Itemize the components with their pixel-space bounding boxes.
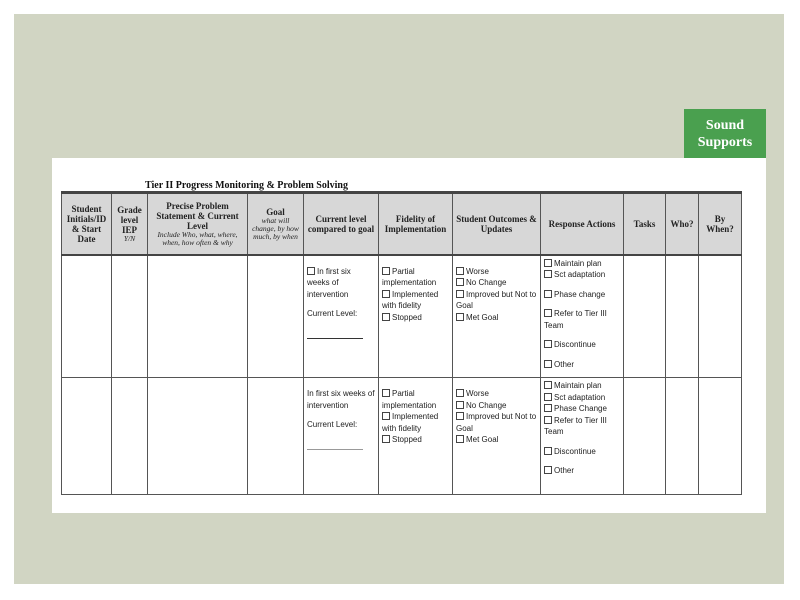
checkbox-icon[interactable] <box>456 412 464 420</box>
checkbox-icon[interactable] <box>382 412 390 420</box>
checkbox-icon[interactable] <box>544 290 552 298</box>
by-when-cell[interactable] <box>699 255 742 378</box>
student-outcomes-cell <box>453 378 541 495</box>
header-problem-statement: Precise Problem Statement & Current Level Include Who, what, where, when, how often & why <box>148 193 248 255</box>
header-current-level: Current level compared to goal <box>304 193 379 255</box>
checkbox-icon[interactable] <box>307 267 315 275</box>
header-grade-level: Grade level IEP Y/N <box>112 193 148 255</box>
first-six-weeks-option[interactable]: In first six weeks of intervention <box>307 266 351 299</box>
checkbox-icon[interactable] <box>544 393 552 401</box>
fidelity-option-partial[interactable]: Partial implementation <box>382 389 437 410</box>
action-option-adaptation[interactable]: Sct adaptation <box>544 392 620 404</box>
checkbox-icon[interactable] <box>544 259 552 267</box>
outcome-option-no-change[interactable]: No Change <box>456 401 506 410</box>
current-level-input[interactable] <box>307 441 363 450</box>
table-row <box>62 378 742 495</box>
checkbox-icon[interactable] <box>382 435 390 443</box>
checkbox-icon[interactable] <box>456 267 464 275</box>
fidelity-option-stopped[interactable]: Stopped <box>382 435 422 444</box>
first-six-weeks-option[interactable]: In first six weeks of intervention <box>307 389 375 410</box>
fidelity-option-implemented[interactable]: Implemented with fidelity <box>382 412 439 433</box>
goal-cell[interactable] <box>248 255 304 378</box>
current-level-cell <box>304 378 379 495</box>
current-level-label: Current Level: <box>307 420 358 429</box>
outcome-option-met-goal[interactable]: Met Goal <box>456 313 498 322</box>
checkbox-icon[interactable] <box>382 389 390 397</box>
header-response-actions: Response Actions <box>541 193 624 255</box>
checkbox-icon[interactable] <box>544 416 552 424</box>
problem-statement-cell[interactable] <box>148 378 248 495</box>
checkbox-icon[interactable] <box>544 381 552 389</box>
action-option-adaptation[interactable]: Sct adaptation <box>544 269 620 281</box>
current-level-cell <box>304 255 379 378</box>
logo-line-1: Sound <box>705 118 745 133</box>
header-tasks: Tasks <box>624 193 666 255</box>
outcome-option-worse[interactable]: Worse <box>456 389 489 398</box>
checkbox-icon[interactable] <box>456 313 464 321</box>
checkbox-icon[interactable] <box>382 267 390 275</box>
action-option-maintain[interactable]: Maintain plan <box>544 258 620 270</box>
outcome-option-improved[interactable]: Improved but Not to Goal <box>456 412 537 433</box>
grade-level-cell[interactable] <box>112 378 148 495</box>
header-student-outcomes: Student Outcomes & Updates <box>453 193 541 255</box>
action-option-discontinue[interactable]: Discontinue <box>544 339 620 351</box>
checkbox-icon[interactable] <box>456 401 464 409</box>
goal-cell[interactable] <box>248 378 304 495</box>
checkbox-icon[interactable] <box>544 360 552 368</box>
who-cell[interactable] <box>666 255 699 378</box>
tasks-cell[interactable] <box>624 378 666 495</box>
checkbox-icon[interactable] <box>544 404 552 412</box>
action-option-discontinue[interactable]: Discontinue <box>544 446 620 458</box>
outcome-option-met-goal[interactable]: Met Goal <box>456 435 498 444</box>
outcome-option-worse[interactable]: Worse <box>456 267 489 276</box>
checkbox-icon[interactable] <box>544 447 552 455</box>
checkbox-icon[interactable] <box>456 278 464 286</box>
fidelity-option-implemented[interactable]: Implemented with fidelity <box>382 289 439 310</box>
table-row <box>62 255 742 378</box>
header-by-when: By When? <box>699 193 742 255</box>
form-title: Tier II Progress Monitoring & Problem Solving <box>145 180 348 191</box>
who-cell[interactable] <box>666 378 699 495</box>
student-initials-cell[interactable] <box>62 378 112 495</box>
grade-level-cell[interactable] <box>112 255 148 378</box>
student-initials-cell[interactable] <box>62 255 112 378</box>
action-option-refer[interactable]: Refer to Tier III Team <box>544 415 607 436</box>
logo-line-2: Supports <box>697 135 753 150</box>
header-fidelity: Fidelity of Implementation <box>379 193 453 255</box>
action-option-phase-change[interactable]: Phase Change <box>544 403 620 415</box>
response-actions-cell <box>541 378 624 495</box>
header-goal: Goal what will change, by how much, by when <box>248 193 304 255</box>
problem-statement-cell[interactable] <box>148 255 248 378</box>
fidelity-option-stopped[interactable]: Stopped <box>382 313 422 322</box>
outcome-option-improved[interactable]: Improved but Not to Goal <box>456 289 537 310</box>
current-level-input[interactable] <box>307 330 363 339</box>
header-row <box>62 193 742 255</box>
by-when-cell[interactable] <box>699 378 742 495</box>
action-option-maintain[interactable]: Maintain plan <box>544 380 620 392</box>
response-actions-cell <box>541 255 624 378</box>
student-outcomes-cell <box>453 255 541 378</box>
checkbox-icon[interactable] <box>544 270 552 278</box>
action-option-phase-change[interactable]: Phase change <box>544 289 620 301</box>
checkbox-icon[interactable] <box>544 340 552 348</box>
tasks-cell[interactable] <box>624 255 666 378</box>
fidelity-option-partial[interactable]: Partial implementation <box>382 266 437 287</box>
action-option-refer[interactable]: Refer to Tier III Team <box>544 309 607 330</box>
fidelity-cell <box>379 378 453 495</box>
checkbox-icon[interactable] <box>456 435 464 443</box>
action-option-other[interactable]: Other <box>544 465 620 477</box>
progress-monitoring-table <box>61 191 742 495</box>
header-student-initials: Student Initials/ID & Start Date <box>62 193 112 255</box>
fidelity-cell <box>379 255 453 378</box>
checkbox-icon[interactable] <box>456 389 464 397</box>
checkbox-icon[interactable] <box>382 290 390 298</box>
outcome-option-no-change[interactable]: No Change <box>456 278 506 287</box>
current-level-label: Current Level: <box>307 309 358 318</box>
header-who: Who? <box>666 193 699 255</box>
checkbox-icon[interactable] <box>382 313 390 321</box>
checkbox-icon[interactable] <box>456 290 464 298</box>
sound-supports-logo <box>684 109 766 159</box>
checkbox-icon[interactable] <box>544 466 552 474</box>
checkbox-icon[interactable] <box>544 309 552 317</box>
action-option-other[interactable]: Other <box>544 359 620 371</box>
